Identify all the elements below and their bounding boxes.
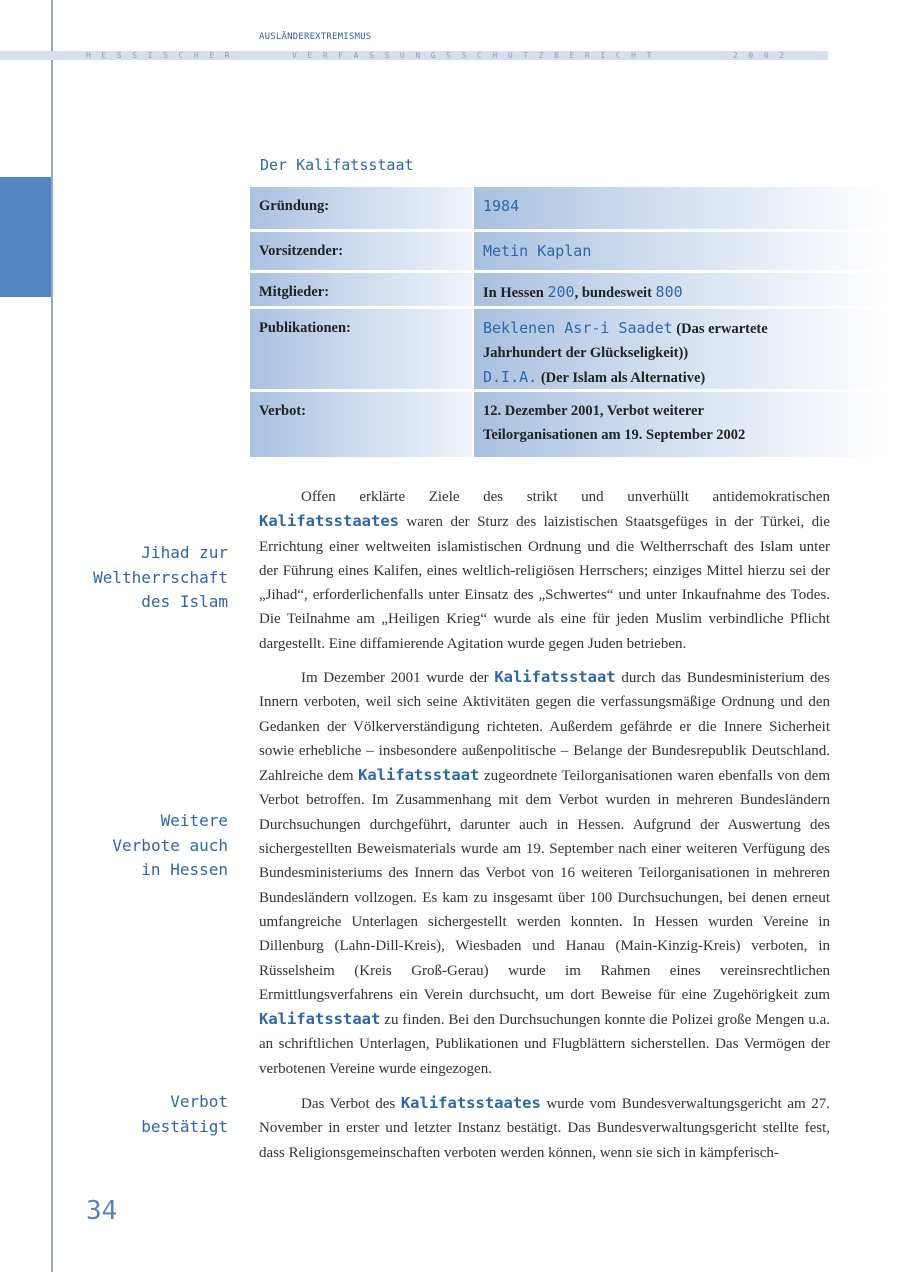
publication-2-translation: (Der Islam als Alternative) (537, 370, 706, 386)
margin-note-line: Verbot (170, 1092, 228, 1111)
publication-2-title: D.I.A. (483, 368, 538, 386)
margin-note-line: Weitere (160, 811, 228, 830)
info-row-gruendung (250, 187, 886, 229)
text: Im Dezember 2001 wurde der (301, 670, 495, 686)
publication-1-title: Beklenen Asr-i Saadet (483, 319, 673, 337)
info-row-vorsitzender (250, 232, 886, 270)
publication-1-translation: (Das erwartete Jahrhundert der Glückseligkeit)) (483, 321, 768, 361)
text: waren der Sturz des laizistischen Staatsgefüges in der Türkei, die Errichtung einer weltweiten islamistischen Ordnung und die Weltherrschaft des Islam unter der Führung eines Kalifen, eines weltlich-religiösen Herrschers; einziges Mittel hierzu sei der „Jihad“, erforderlichenfalls unter Einsatz des „Schwertes“ und unter Inkaufnahme des Todes. Die Teilnahme am „Heiligen Krieg“ wurde als eine für jeden Muslim verbindliche Pflicht dargestellt. Eine diffamierende Agitation wurde gegen Juden betrieben. (259, 514, 830, 652)
row-value (474, 232, 886, 270)
row-label: Gründung: (250, 187, 472, 229)
info-row-mitglieder (250, 273, 886, 306)
text: Offen erklärte Ziele des strikt und unverhüllt antidemokratischen (301, 489, 830, 505)
paragraph-3 (259, 1091, 830, 1165)
row-value (474, 273, 886, 306)
margin-note-verbot-bestaetigt (141, 1090, 228, 1139)
members-hessen-count: 200 (547, 283, 575, 301)
text: wurde vom Bundesverwaltungsgericht am 27. November in erster und letzter Instanz bestätigt. Das Bundesverwaltungsgericht stellte fest, dass Religionsgemeinschaften verboten werden können, wenn sie sich in kämpferisch- (259, 1096, 830, 1161)
margin-note-jihad (93, 541, 228, 615)
page-number: 34 (86, 1196, 118, 1226)
margin-note-line: in Hessen (141, 860, 228, 879)
margin-note-line: Verbote auch (112, 835, 228, 855)
chapter-tab-marker (0, 177, 51, 297)
margin-note-line: Weltherrschaft (93, 567, 228, 587)
row-value (474, 309, 886, 389)
running-header-year: 2002 (733, 51, 795, 60)
chairman-name: Metin Kaplan (483, 242, 592, 260)
term-kalifatsstaat: Kalifatsstaates (259, 512, 399, 531)
row-label: Mitglieder: (250, 273, 472, 306)
members-federal-label: , bundesweit (574, 285, 652, 301)
section-kicker: AUSLÄNDEREXTREMISMUS (259, 32, 372, 42)
margin-note-line: bestätigt (141, 1116, 228, 1136)
term-kalifatsstaat: Kalifatsstaat (259, 1010, 381, 1029)
info-row-verbot (250, 392, 886, 457)
members-hessen-label: In Hessen (483, 285, 544, 301)
text: zugeordnete Teilorganisationen waren ebenfalls von dem Verbot betroffen. Im Zusammenhang mit dem Verbot wurden in mehreren Bundesländern Durchsuchungen durchgeführt, darunter auch in Hessen. Aufgrund der Auswertung des sichergestellten Beweismaterials wurde am 19. September nach einer weiteren Verfügung des Bundesministeriums des Innern das Verbot von 16 weiteren Teilorganisationen in mehreren Bundesländern vollzogen. Es kam zu insgesamt über 100 Durchsuchungen, bei denen erneut umfangreiche Unterlagen sichergestellt werden konnten. In Hessen wurden Vereine in Dillenburg (Lahn-Dill-Kreis), Wiesbaden und Hanau (Main-Kinzig-Kreis) verboten, in Rüsselsheim (Kreis Groß-Gerau) wurde im Rahmen eines vereinsrechtlichen Ermittlungsverfahrens ein Verein durchsucht, um dort Beweise für eine Zugehörigkeit zum (259, 768, 830, 1003)
margin-rule (51, 0, 53, 1272)
margin-note-line: Jihad zur (141, 543, 228, 562)
term-kalifatsstaat: Kalifatsstaat (494, 668, 616, 686)
row-value: 12. Dezember 2001, Verbot weiterer Teilorganisationen am 19. September 2002 (474, 392, 886, 457)
info-table (250, 187, 886, 460)
text: zu finden. Bei den Durchsuchungen konnte die Polizei große Mengen u.a. an schriftlichen Unterlagen, Publikationen und Flugblättern sicherstellen. Das Vermögen der verbotenen Vereine wurde eingezogen. (259, 1012, 830, 1077)
text: durch das Bundesministerium des Innern verboten, weil sich seine Aktivitäten gegen die verfassungsmäßige Ordnung und den Gedanken der Völkerverständigung richteten. Außerdem gefährde er die Innere Sicherheit sowie erhebliche – insbesondere außenpolitische – Belange der Bundesrepublik Deutschland. Zahlreiche dem (259, 670, 830, 785)
margin-note-weitere-verbote (112, 809, 228, 883)
paragraph-2 (259, 665, 830, 1081)
info-box-title: Der Kalifatsstaat (260, 156, 414, 174)
term-kalifatsstaat: Kalifatsstaat (358, 766, 480, 785)
row-label: Publikationen: (250, 309, 472, 389)
members-federal-count: 800 (655, 283, 683, 301)
running-header-word-1: HESSISCHER (86, 51, 241, 60)
row-label: Verbot: (250, 392, 472, 457)
text: Das Verbot des (301, 1096, 401, 1112)
row-label: Vorsitzender: (250, 232, 472, 270)
term-kalifatsstaat: Kalifatsstaates (400, 1094, 541, 1112)
row-value (474, 187, 886, 229)
running-header-word-2: VERFASSUNGSSCHUTZBERICHT (292, 51, 662, 60)
margin-note-line: des Islam (141, 592, 228, 611)
founding-year: 1984 (483, 197, 520, 215)
paragraph-1 (259, 485, 830, 656)
info-row-publikationen (250, 309, 886, 389)
